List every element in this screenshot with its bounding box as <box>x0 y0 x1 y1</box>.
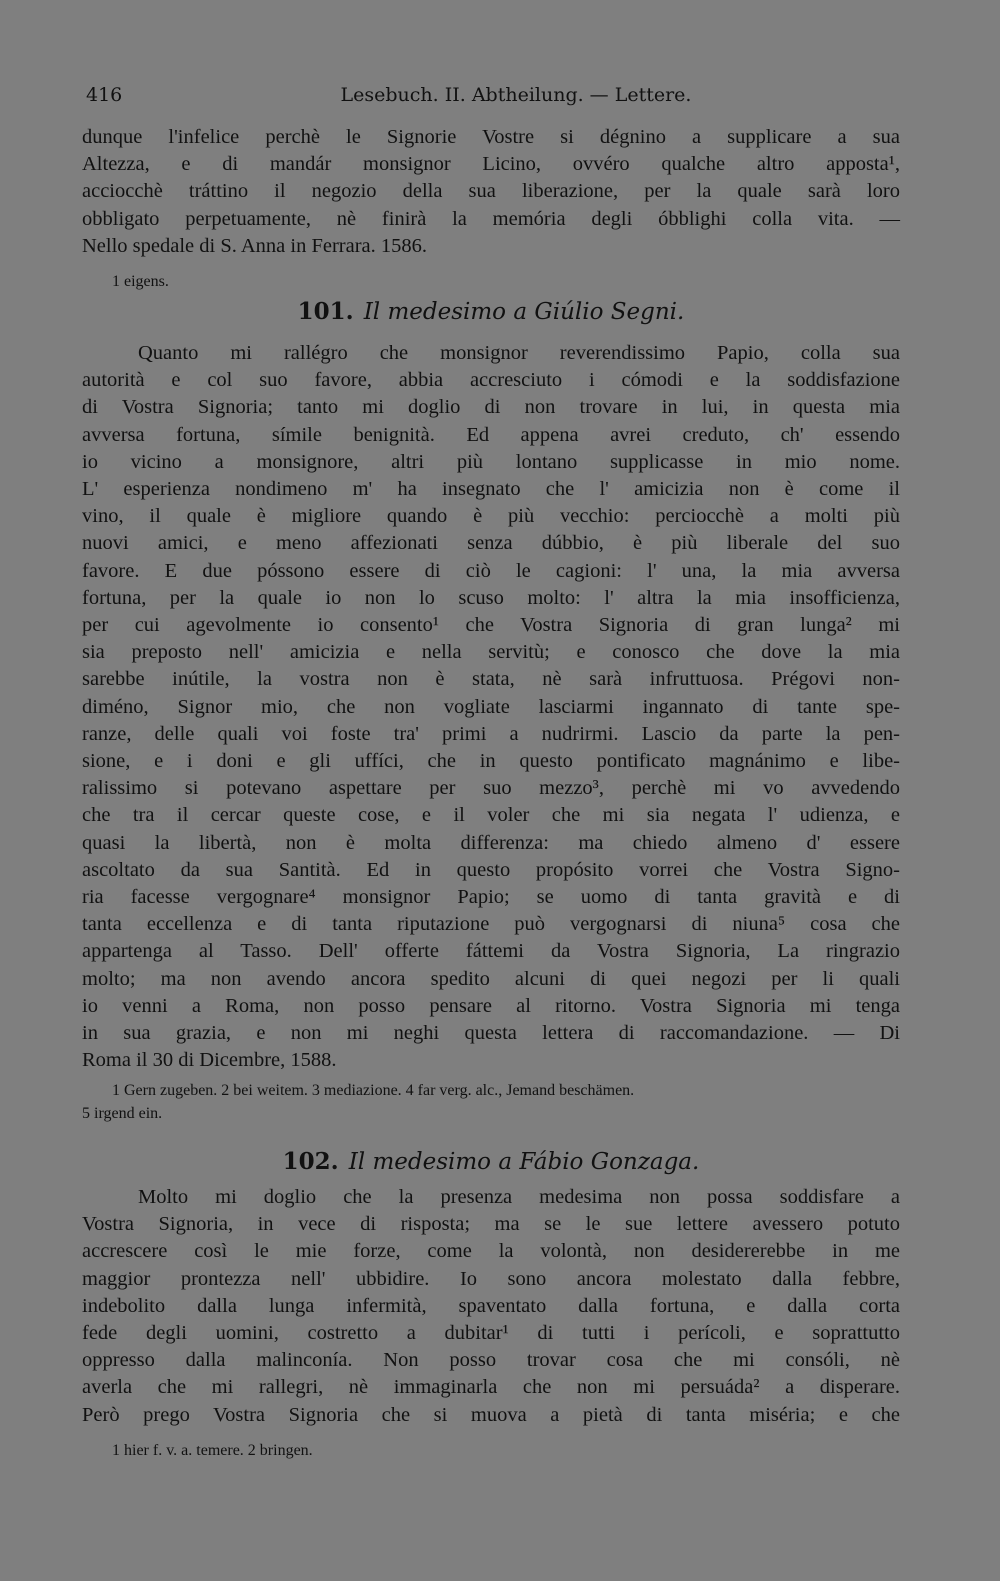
text-line: ria facesse vergognare⁴ monsignor Papio; se uomo di tanta gravità e di <box>82 886 900 909</box>
page-number: 416 <box>86 84 123 106</box>
text-line: Però prego Vostra Signoria che si muova a pietà di tanta miséria; e che <box>82 1403 900 1426</box>
running-title: Lesebuch. II. Abtheilung. — Lettere. <box>340 84 692 106</box>
text-line: diméno, Signor mio, che non vogliate lasciarmi ingannato di tante spe- <box>82 695 900 718</box>
text-line: io vicino a monsignore, altri più lontano supplicasse in mio nome. <box>82 450 900 473</box>
text-line: tanta eccellenza e di tanta riputazione può vergognarsi di niuna⁵ cosa che <box>82 913 900 936</box>
text-line: vino, il quale è migliore quando è più vecchio: perciocchè a molti più <box>82 505 900 528</box>
text-line: maggior prontezza nell' ubbidire. Io sono ancora molestato dalla febbre, <box>82 1267 900 1290</box>
text-line: ranze, delle quali voi foste tra' primi a nudrirmi. Lascio da parte la pen- <box>82 722 900 745</box>
text-line: ascoltato da sua Santità. Ed in questo propósito vorrei che Vostra Signo- <box>82 858 900 881</box>
text-line: molto; ma non avendo ancora spedito alcuni di quei negozi per li quali <box>82 967 900 990</box>
text-line: oppresso dalla malinconía. Non posso trovar cosa che mi consóli, nè <box>82 1349 900 1372</box>
footnote: 1 Gern zugeben. 2 bei weitem. 3 mediazione. 4 far verg. alc., Jemand beschämen. <box>112 1082 635 1099</box>
text-line: nuovi amici, e meno affezionati senza dúbbio, è più liberale del suo <box>82 532 900 555</box>
text-line: obbligato perpetuamente, nè finirà la memória degli óbblighi colla vita. — <box>82 207 900 230</box>
letter-number: 101. <box>297 298 354 325</box>
text-line: sione, e i doni e gli uffíci, che in questo pontificato magnánimo e libe- <box>82 750 900 773</box>
text-line: Quanto mi rallégro che monsignor reverendissimo Papio, colla sua <box>138 342 900 364</box>
page-header <box>86 84 904 106</box>
text-line: L' esperienza nondimeno m' ha insegnato che l' amicizia non è come il <box>82 478 900 501</box>
letter-101-heading <box>82 298 900 325</box>
text-line: Molto mi doglio che la presenza medesima non possa soddisfare a <box>138 1186 900 1208</box>
text-line: appartenga al Tasso. Dell' offerte fáttemi da Vostra Signoria, La ringrazio <box>82 940 900 963</box>
letter-title: Il medesimo a Fábio Gonzaga. <box>348 1149 700 1175</box>
text-line: Altezza, e di mandár monsignor Licino, ovvéro qualche altro apposta¹, <box>82 153 900 176</box>
text-line: indebolito dalla lunga infermità, spaventato dalla fortuna, e dalla corta <box>82 1294 900 1317</box>
text-line: Vostra Signoria, in vece di risposta; ma se le sue lettere avessero potuto <box>82 1213 900 1236</box>
text-line: averla che mi rallegri, nè immaginarla che non mi persuáda² a disperare. <box>82 1376 900 1399</box>
text-line: di Vostra Signoria; tanto mi doglio di non trovare in lui, in questa mia <box>82 396 900 419</box>
text-line: accrescere così le mie forze, come la volontà, non desidererebbe in me <box>82 1240 900 1263</box>
letter-number: 102. <box>282 1148 339 1175</box>
footnote: 5 irgend ein. <box>82 1105 163 1122</box>
text-line: sarebbe inútile, la vostra non è stata, nè sarà infruttuosa. Prégovi non- <box>82 668 900 691</box>
letter-102-body <box>82 1184 900 1429</box>
text-line: sia preposto nell' amicizia e nella servitù; e conosco che dove la mia <box>82 641 900 664</box>
letter-102-heading <box>82 1148 900 1175</box>
letter-101-body <box>82 340 900 1074</box>
text-line: avversa fortuna, símile benignità. Ed appena avrei creduto, ch' essendo <box>82 423 900 446</box>
text-line: favore. E due póssono essere di ciò le cagioni: l' una, la mia avversa <box>82 559 900 582</box>
footnote: 1 hier f. v. a. temere. 2 bringen. <box>112 1442 313 1459</box>
text-line: quasi la libertà, non è molta differenza: ma chiedo almeno d' essere <box>82 831 900 854</box>
text-line: io venni a Roma, non posso pensare al ritorno. Vostra Signoria mi tenga <box>82 994 900 1017</box>
text-line: che tra il cercar queste cose, e il voler che mi sia negata l' udienza, e <box>82 804 900 827</box>
text-line: fortuna, per la quale io non lo scuso molto: l' altra la mia insofficienza, <box>82 586 900 609</box>
text-line: Nello spedale di S. Anna in Ferrara. 1586. <box>82 234 428 257</box>
text-line: fede degli uomini, costretto a dubitar¹ di tutti i perícoli, e soprattutto <box>82 1322 900 1345</box>
letter-100-ending <box>82 124 900 260</box>
text-line: per cui agevolmente io consento¹ che Vostra Signoria di gran lunga² mi <box>82 614 900 637</box>
text-line: ralissimo si potevano aspettare per suo mezzo³, perchè mi vo avvedendo <box>82 777 900 800</box>
text-line: dunque l'infelice perchè le Signorie Vostre si dégnino a supplicare a sua <box>82 126 900 148</box>
text-line: in sua grazia, e non mi neghi questa lettera di raccomandazione. — Di <box>82 1022 900 1045</box>
footnote: 1 eigens. <box>112 273 169 290</box>
text-line: acciocchè tráttino il negozio della sua liberazione, per la quale sarà loro <box>82 180 900 203</box>
text-line: autorità e col suo favore, abbia accresciuto i cómodi e la soddisfazione <box>82 369 900 392</box>
letter-title: Il medesimo a Giúlio Segni. <box>363 299 685 325</box>
text-line: Roma il 30 di Dicembre, 1588. <box>82 1049 337 1072</box>
